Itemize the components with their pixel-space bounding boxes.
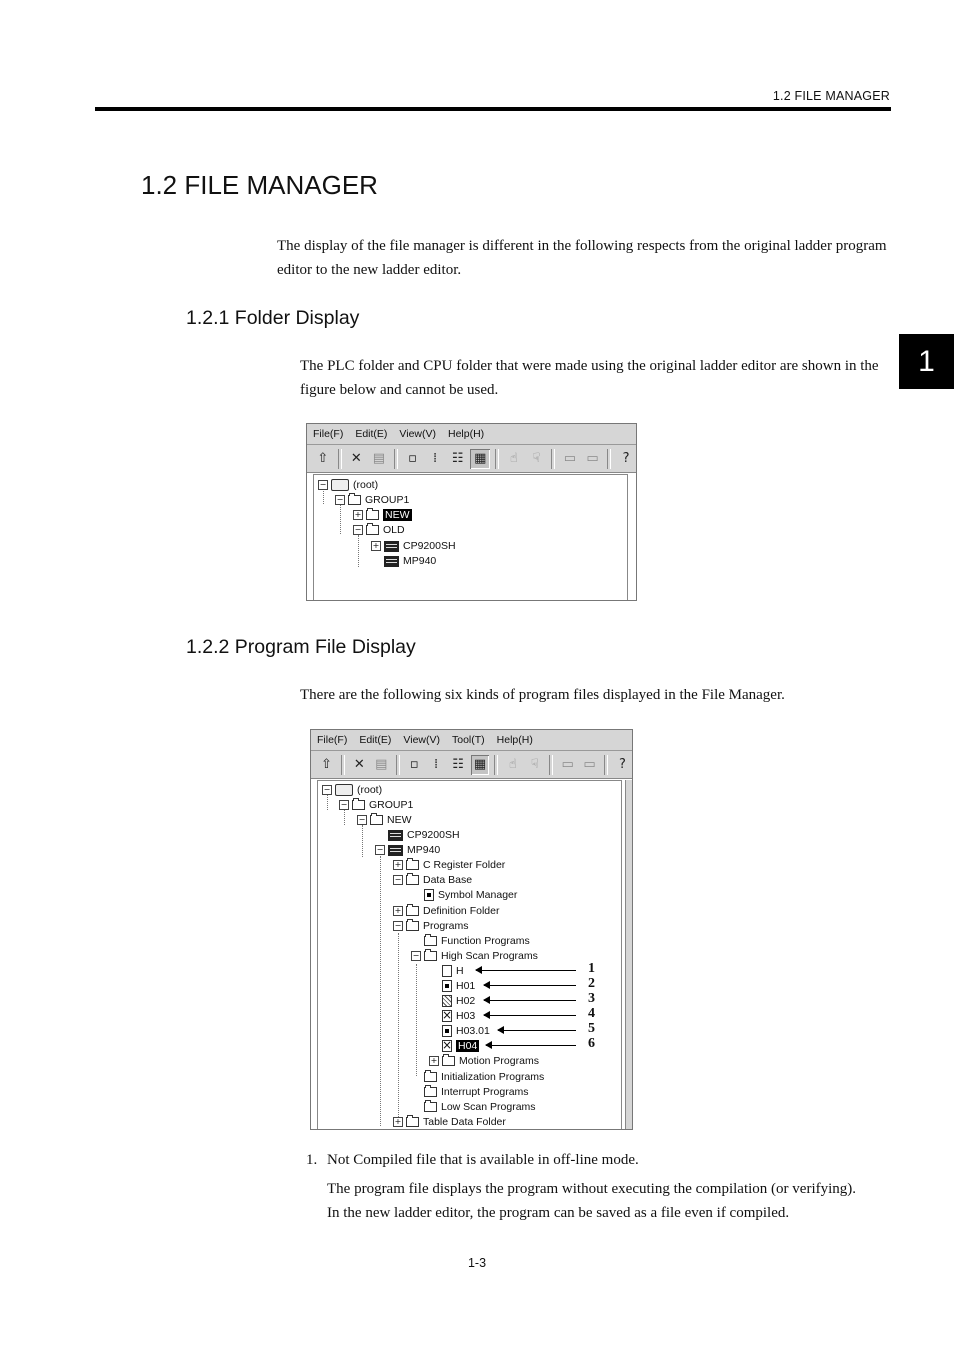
file-hatched-icon [442,995,452,1007]
properties-icon[interactable]: ▤ [372,451,386,466]
offline-icon[interactable]: ▭ [586,451,599,466]
folder-icon [348,495,361,505]
callout-number-1: 1 [588,961,595,976]
log-on-icon[interactable]: ☝ [509,451,518,466]
folder-icon [424,1102,437,1112]
file-error-icon [442,1040,452,1052]
symbol-file-icon [424,889,434,901]
callout-arrow-2 [484,985,576,986]
delete-icon[interactable]: ✕ [350,451,362,466]
tree-node-c-register-folder[interactable]: + C Register Folder [394,859,506,871]
tree-node-programs[interactable]: − Programs [394,920,469,932]
delete-icon[interactable]: ✕ [353,757,365,772]
toolbar-separator [604,755,608,775]
toolbar-separator [396,755,400,775]
section-intro: The display of the file manager is different in the following respects from the original ladder program editor to the new ladder editor. [277,238,887,278]
callout-number-6: 6 [588,1036,595,1051]
online-icon[interactable]: ▭ [561,757,574,772]
small-icons-icon[interactable]: ⁞ [434,757,439,772]
toolbar-separator [549,755,553,775]
help-icon[interactable]: ? [622,451,630,466]
page-number: 1-3 [467,1256,487,1270]
callout-number-5: 5 [588,1021,595,1036]
tree-node-symbol-manager[interactable]: Symbol Manager [411,888,517,902]
offline-icon[interactable]: ▭ [583,757,596,772]
tree-node-function-programs[interactable]: Function Programs [411,934,530,948]
folder-icon [406,875,419,885]
large-icons-icon[interactable]: ▫ [408,451,417,466]
log-off-icon[interactable]: ☟ [530,757,539,772]
network-icon [331,479,349,491]
toolbar-separator [338,449,342,469]
tree-node-h03[interactable]: × H03 [429,1009,475,1023]
tree-node-group1[interactable]: − GROUP1 [340,799,414,811]
properties-icon[interactable]: ▤ [375,757,388,772]
list-item-body: The program file displays the program without executing the compilation (or verifying). [327,1181,857,1197]
list-view-icon[interactable]: ☷ [452,757,464,772]
list-item-body: In the new ladder editor, the program can be saved as a file even if compiled. [327,1205,790,1221]
toolbar-separator [494,755,498,775]
toolbar-separator [607,449,611,469]
folder-icon [406,906,419,916]
toolbar-separator [495,449,499,469]
folder-icon [406,860,419,870]
menu-view[interactable]: View(V) [403,734,440,746]
tree-node-interrupt-programs[interactable]: Interrupt Programs [411,1085,529,1099]
header-rule [95,107,891,111]
tree-node-data-base[interactable]: − Data Base [394,874,473,886]
tree-node-low-scan-programs[interactable]: Low Scan Programs [411,1100,536,1114]
menu-help[interactable]: Help(H) [496,734,533,746]
file-error-icon [442,1010,452,1022]
network-icon [335,784,353,796]
cpu-icon [388,845,403,856]
section-title: 1.2 FILE MANAGER [141,170,378,200]
tree-node-h01[interactable]: H01 [429,979,475,993]
tree-node-high-scan-programs[interactable]: − High Scan Programs [412,950,538,962]
file-manager-window-1 [306,423,637,601]
tree-node-cp9200sh[interactable]: + CP9200SH [372,540,456,552]
toolbar-separator [341,755,345,775]
cpu-icon [384,541,399,552]
vertical-scrollbar[interactable] [625,780,632,1129]
program-tree [317,780,622,1129]
tree-node-cp9200sh[interactable]: CP9200SH [375,828,460,842]
folder-icon [424,1072,437,1082]
folder-icon [406,1117,419,1127]
file-compiled-icon [442,980,452,992]
menu-bar [307,424,636,445]
tree-node-root[interactable]: − (root) [319,479,379,491]
toolbar-separator [394,449,398,469]
running-head: 1.2 FILE MANAGER [772,89,890,103]
toolbar [307,445,636,473]
callout-arrow-5 [498,1030,576,1031]
cpu-icon [388,830,403,841]
subsection-title-program-file-display: 1.2.2 Program File Display [186,636,416,658]
tree-node-h04[interactable]: × H04 [429,1039,479,1053]
list-view-icon[interactable]: ☷ [451,451,464,466]
tree-node-old[interactable]: − OLD [354,524,405,536]
tree-node-motion-programs[interactable]: + Motion Programs [430,1055,539,1067]
tree-node-root[interactable]: − (root) [323,784,383,796]
folder-display-text: The PLC folder and CPU folder that were made using the original ladder editor are shown in the figure below and cannot be used. [300,358,879,398]
tree-node-new[interactable]: − NEW [358,814,412,826]
subsection-title-folder-display: 1.2.1 Folder Display [186,307,360,329]
folder-icon [424,936,437,946]
menu-edit[interactable]: Edit(E) [355,428,388,440]
callout-number-4: 4 [588,1006,595,1021]
large-icons-icon[interactable]: ▫ [409,757,419,772]
chapter-tab: 1 [899,334,954,389]
toolbar [311,751,632,779]
menu-edit[interactable]: Edit(E) [359,734,392,746]
details-view-icon[interactable]: ▦ [470,449,490,469]
toolbar-separator [551,449,555,469]
folder-icon [366,510,379,520]
log-on-icon[interactable]: ☝ [508,757,517,772]
tree-node-h[interactable]: H [429,964,464,978]
tree-node-initialization-programs[interactable]: Initialization Programs [411,1070,544,1084]
menu-tool[interactable]: Tool(T) [452,734,485,746]
tree-node-new[interactable]: + NEW [354,509,410,521]
program-file-display-text: There are the following six kinds of program files displayed in the File Manager. [300,687,785,703]
file-manager-window-2 [310,729,633,1130]
log-off-icon[interactable]: ☟ [532,451,541,466]
folder-tree [313,474,628,600]
menu-help[interactable]: Help(H) [448,428,485,440]
help-icon[interactable]: ? [618,757,626,772]
folder-icon [424,951,437,961]
folder-icon [366,525,379,535]
up-folder-icon[interactable]: ⇧ [321,757,332,772]
menu-bar [311,730,632,751]
cpu-icon [384,556,399,567]
list-item-number: 1. [306,1152,318,1168]
folder-icon [442,1056,455,1066]
tree-node-definition-folder[interactable]: + Definition Folder [394,905,500,917]
up-folder-icon[interactable]: ⇧ [317,451,329,466]
file-compiled-icon [442,1025,452,1037]
menu-file[interactable]: File(F) [317,734,348,746]
menu-file[interactable]: File(F) [313,428,344,440]
callout-arrow-1 [476,970,576,971]
callout-number-3: 3 [588,991,595,1006]
menu-view[interactable]: View(V) [399,428,436,440]
small-icons-icon[interactable]: ⁞ [433,451,438,466]
callout-arrow-6 [486,1045,576,1046]
folder-icon [424,1087,437,1097]
online-icon[interactable]: ▭ [563,451,577,466]
details-view-icon[interactable]: ▦ [471,755,490,775]
callout-arrow-3 [484,1000,576,1001]
callout-number-2: 2 [588,976,595,991]
tree-node-table-data-folder[interactable]: + Table Data Folder [394,1116,506,1128]
tree-node-mp940[interactable]: − MP940 [376,844,441,856]
folder-icon [370,815,383,825]
folder-icon [406,921,419,931]
folder-icon [352,800,365,810]
callout-arrow-4 [484,1015,576,1016]
list-item-title: Not Compiled file that is available in off-line mode. [327,1152,639,1168]
tree-node-h02[interactable]: H02 [429,994,475,1008]
tree-node-mp940[interactable]: MP940 [371,554,436,568]
tree-node-group1[interactable]: − GROUP1 [336,494,410,506]
file-not-compiled-icon [442,965,452,977]
tree-node-h03-01[interactable]: H03.01 [429,1024,490,1038]
